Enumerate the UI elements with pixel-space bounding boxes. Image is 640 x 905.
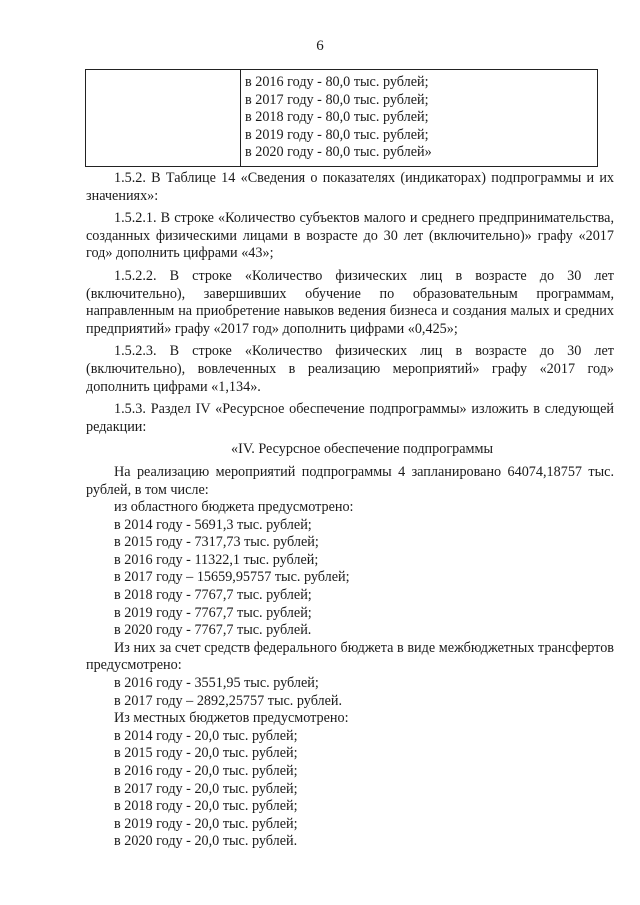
page-number: 6 (316, 38, 324, 54)
list-item: в 2017 году - 20,0 тыс. рублей; (114, 780, 298, 797)
list-item: в 2018 году - 20,0 тыс. рублей; (114, 798, 298, 815)
list-item: в 2015 году - 20,0 тыс. рублей; (114, 745, 298, 762)
paragraph-1-5-3: 1.5.3. Раздел IV «Ресурсное обеспечение подпрограммы» изложить в следующей редакции: (86, 401, 614, 435)
table-line: в 2019 году - 80,0 тыс. рублей; (245, 126, 429, 143)
paragraph-1-5-2-3: 1.5.2.3. В строке «Количество физических лиц в возрасте до 30 лет (включительно), вовлеченных в реализацию мероприятий» графу «2017 год» дополнить цифрами «1,134». (86, 343, 614, 395)
list-item: в 2016 году - 20,0 тыс. рублей; (114, 763, 298, 779)
list-item: в 2019 году - 7767,7 тыс. рублей; (114, 604, 312, 621)
list-item: в 2020 году - 7767,7 тыс. рублей. (114, 622, 312, 639)
table-line: в 2020 году - 80,0 тыс. рублей» (245, 144, 432, 161)
list-item: в 2016 году - 11322,1 тыс. рублей; (114, 551, 319, 568)
regional-budget-intro: из областного бюджета предусмотрено: (114, 499, 354, 516)
document-body (86, 170, 614, 851)
local-budget-intro: Из местных бюджетов предусмотрено: (114, 710, 349, 727)
table-cell-empty (86, 70, 241, 167)
table-cell-amounts (241, 70, 598, 167)
list-item: в 2016 году - 3551,95 тыс. рублей; (114, 675, 319, 692)
paragraph-1-5-2: 1.5.2. В Таблице 14 «Сведения о показателях (индикаторах) подпрограммы и их значениях»: (86, 170, 614, 204)
table-row (86, 70, 598, 167)
table-line: в 2016 году - 80,0 тыс. рублей; (245, 74, 429, 90)
section-heading: «IV. Ресурсное обеспечение подпрограммы (231, 441, 494, 458)
paragraph-1-5-2-1: 1.5.2.1. В строке «Количество субъектов малого и среднего предпринимательства, созданных физическими лицами в возрасте до 30 лет (включительно)» графу «2017 год» дополнить цифрами «43»; (86, 210, 614, 262)
list-item: в 2018 году - 7767,7 тыс. рублей; (114, 587, 312, 604)
list-item: в 2020 году - 20,0 тыс. рублей. (114, 833, 298, 850)
table-line: в 2017 году - 80,0 тыс. рублей; (245, 91, 429, 108)
table-line: в 2018 году - 80,0 тыс. рублей; (245, 109, 429, 126)
paragraph-federal: Из них за счет средств федерального бюджета в виде межбюджетных трансфертов предусмотрено: (86, 639, 614, 674)
list-item: в 2014 году - 20,0 тыс. рублей; (114, 727, 298, 744)
list-item: в 2014 году - 5691,3 тыс. рублей; (114, 516, 312, 533)
paragraph-funding-total: На реализацию мероприятий подпрограммы 4 запланировано 64074,18757 тыс. рублей, в том числе: (86, 463, 614, 498)
list-item: в 2015 году - 7317,73 тыс. рублей; (114, 534, 319, 551)
paragraph-1-5-2-2: 1.5.2.2. В строке «Количество физических лиц в возрасте до 30 лет (включительно), завершивших обучение по образовательным программам, направленным на приобретение навыков ведения бизнеса и создания малых и средних предприятий» графу «2017 год» дополнить цифрами «0,425»; (86, 267, 614, 337)
list-item: в 2017 году – 2892,25757 тыс. рублей. (114, 692, 343, 709)
list-item: в 2019 году - 20,0 тыс. рублей; (114, 815, 298, 832)
list-item: в 2017 году – 15659,95757 тыс. рублей; (114, 569, 350, 586)
funding-table-fragment (85, 69, 598, 167)
